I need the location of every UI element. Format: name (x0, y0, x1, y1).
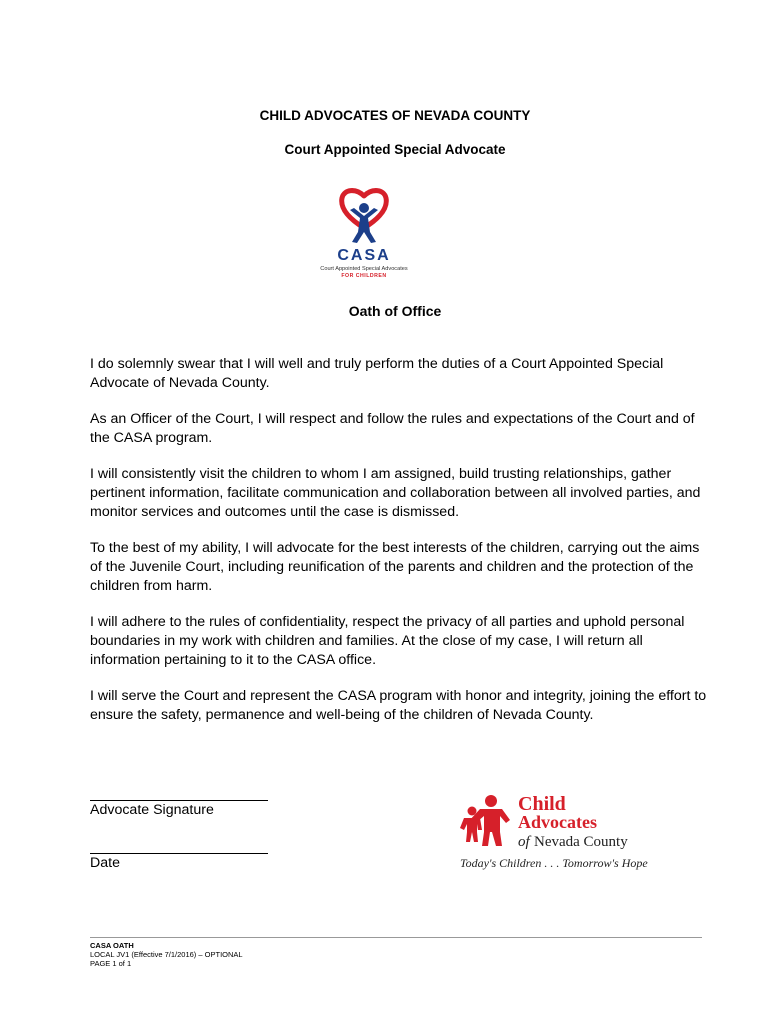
ca-logo-line3: Nevada County (534, 834, 628, 850)
ca-logo-line2: Advocates (518, 812, 597, 832)
subtitle-heading: Court Appointed Special Advocate (284, 142, 506, 157)
oath-paragraph: To the best of my ability, I will advocate for the best interests of the children, carrying out the aims of the Juvenile Court, including reunification of the parents and children and the protection of the children from harm. (90, 540, 700, 594)
org-heading: CHILD ADVOCATES OF NEVADA COUNTY (259, 108, 531, 123)
ca-logo-line1: Child (518, 793, 566, 815)
oath-paragraph: I will adhere to the rules of confidentiality, respect the privacy of all parties and uphold personal boundaries in my work with children and families. At the close of my case, I will return all information pertaining to it to the CASA office. (90, 614, 685, 668)
date-label: Date (90, 855, 120, 871)
footer-form-name: CASA OATH (90, 941, 134, 950)
casa-logo-line1: Court Appointed Special Advocates (320, 266, 408, 272)
oath-body (90, 355, 710, 742)
footer-page-number: PAGE 1 of 1 (90, 959, 132, 968)
oath-paragraph: As an Officer of the Court, I will respect and follow the rules and expectations of the Court and of the CASA program. (90, 411, 695, 446)
date-line[interactable] (90, 853, 268, 854)
oath-paragraph: I do solemnly swear that I will well and truly perform the duties of a Court Appointed Special Advocate of Nevada County. (90, 356, 664, 391)
doc-title: Oath of Office (348, 303, 442, 319)
casa-logo-line2: FOR CHILDREN (341, 273, 387, 279)
casa-logo-name: CASA (337, 247, 391, 264)
footer (90, 941, 243, 968)
advocate-signature-line[interactable] (90, 800, 268, 801)
ca-logo-tagline: Today's Children . . . Tomorrow's Hope (460, 856, 648, 870)
children-figures-icon (460, 795, 510, 846)
footer-divider (90, 937, 702, 938)
oath-paragraph: I will consistently visit the children to whom I am assigned, build trusting relationships, gather pertinent information, facilitate communication and collaboration between all involved parties, and monitor services and outcomes until the case is dismissed. (90, 466, 701, 520)
footer-form-code: LOCAL JV1 (Effective 7/1/2016) – OPTIONAL (90, 950, 243, 959)
advocate-signature-label: Advocate Signature (90, 802, 214, 818)
ca-logo-of: of (518, 834, 530, 850)
casa-logo (312, 184, 416, 280)
child-advocates-logo (458, 790, 658, 872)
oath-paragraph: I will serve the Court and represent the CASA program with honor and integrity, joining the effort to ensure the safety, permanence and well-being of the children of Nevada County. (90, 688, 707, 723)
